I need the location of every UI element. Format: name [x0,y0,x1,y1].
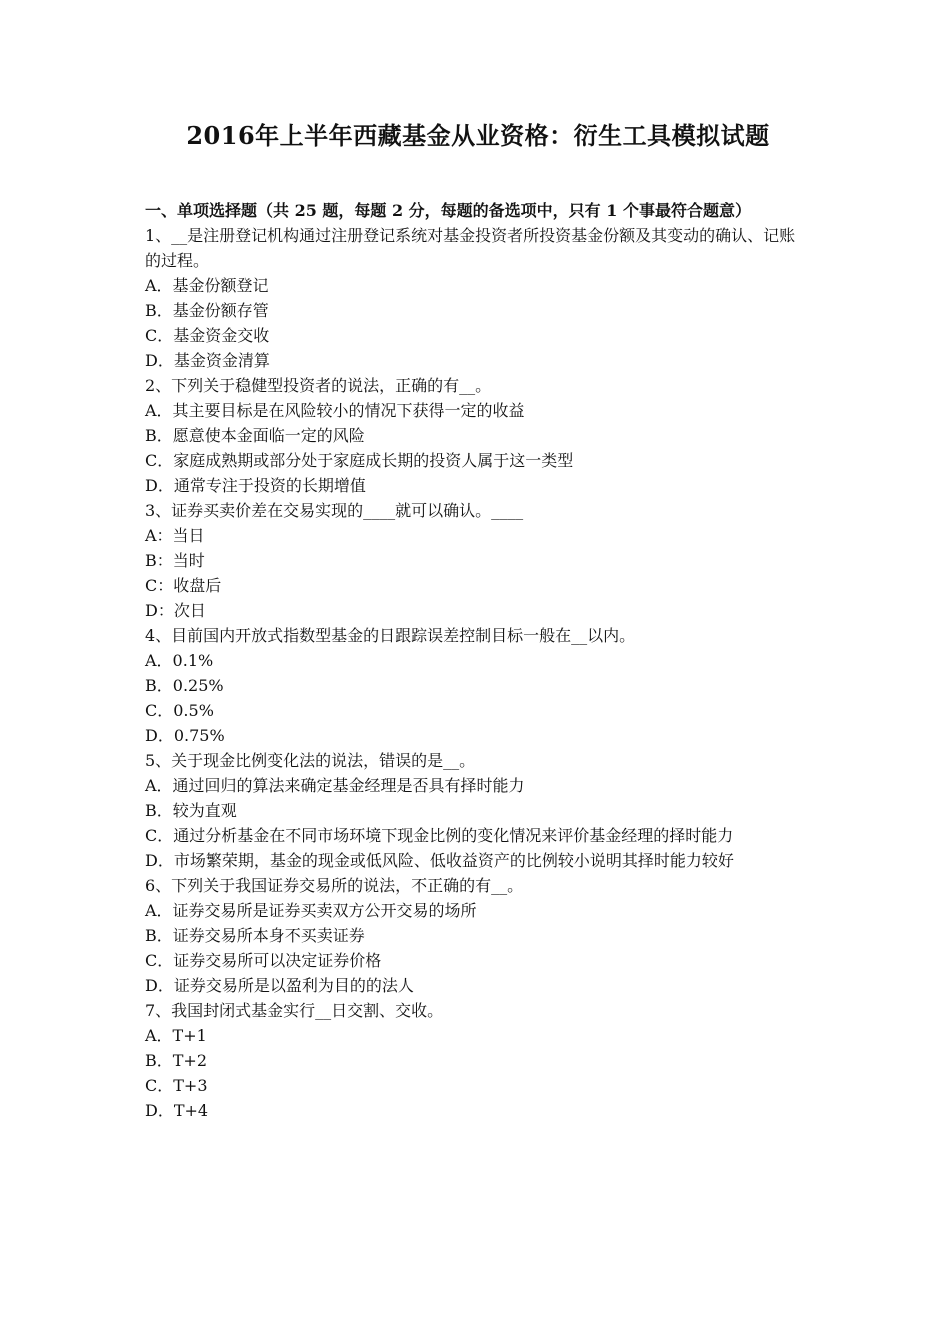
question-6 [145,873,811,998]
option-c: C．基金资金交收 [145,326,270,345]
option-d: D：次日 [145,601,206,620]
question-1 [145,223,811,373]
question-5 [145,748,811,873]
question-7 [145,998,811,1123]
question-stem: 2、下列关于稳健型投资者的说法，正确的有__。 [145,376,492,395]
option-c: C．证券交易所可以决定证券价格 [145,951,382,970]
option-b: B：当时 [145,551,205,570]
option-a: A．基金份额登记 [145,276,269,295]
option-d: D．基金资金清算 [145,351,270,370]
question-stem: 4、目前国内开放式指数型基金的日跟踪误差控制目标一般在__以内。 [145,626,636,645]
option-a: A．通过回归的算法来确定基金经理是否具有择时能力 [145,776,525,795]
section-heading: 一、单项选择题（共 25 题，每题 2 分，每题的备选项中，只有 1 个事最符合题意） [145,201,751,220]
question-stem: 5、关于现金比例变化法的说法，错误的是__。 [145,751,476,770]
option-d: D．证券交易所是以盈利为目的的法人 [145,976,414,995]
option-a: A．证券交易所是证券买卖双方公开交易的场所 [145,901,477,920]
option-a: A：当日 [145,526,205,545]
option-b: B．T+2 [145,1051,208,1070]
question-4 [145,623,811,748]
option-c: C：收盘后 [145,576,222,595]
option-d: D．0.75% [145,726,225,745]
option-d: D．T+4 [145,1101,209,1120]
option-d: D．市场繁荣期，基金的现金或低风险、低收益资产的比例较小说明其择时能力较好 [145,851,734,870]
option-b: B．愿意使本金面临一定的风险 [145,426,365,445]
option-c: C．T+3 [145,1076,208,1095]
option-b: B．较为直观 [145,801,237,820]
question-stem: 7、我国封闭式基金实行__日交割、交收。 [145,1001,444,1020]
option-c: C．通过分析基金在不同市场环境下现金比例的变化情况来评价基金经理的择时能力 [145,826,734,845]
option-a: A．其主要目标是在风险较小的情况下获得一定的收益 [145,401,525,420]
document-title: 2016年上半年西藏基金从业资格：衍生工具模拟试题 [186,121,770,150]
option-b: B．证券交易所本身不买卖证券 [145,926,365,945]
question-stem: 3、证券买卖价差在交易实现的____就可以确认。____ [145,501,524,520]
option-a: A．0.1% [145,651,214,670]
question-3 [145,498,811,623]
option-b: B．基金份额存管 [145,301,269,320]
option-c: C．家庭成熟期或部分处于家庭成长期的投资人属于这一类型 [145,451,574,470]
option-b: B．0.25% [145,676,224,695]
option-d: D．通常专注于投资的长期增值 [145,476,366,495]
option-c: C．0.5% [145,701,214,720]
option-a: A．T+1 [145,1026,207,1045]
document-page [145,118,811,1123]
question-2 [145,373,811,498]
question-stem: 6、下列关于我国证券交易所的说法，不正确的有__。 [145,876,524,895]
question-stem: 1、__是注册登记机构通过注册登记系统对基金投资者所投资基金份额及其变动的确认、记账的过程。 [145,226,796,270]
